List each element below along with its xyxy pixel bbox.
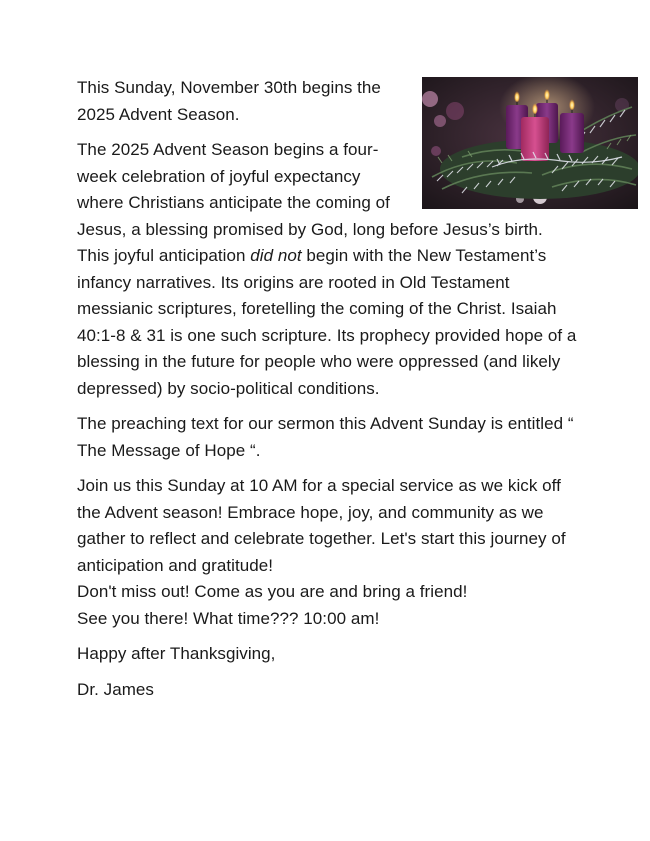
intro-paragraph: This Sunday, November 30th begins the 2025 Advent Season. — [77, 78, 381, 124]
sermon-paragraph: The preaching text for our sermon this Advent Sunday is entitled “ The Message of Hope “. — [77, 414, 574, 460]
letter-body — [77, 75, 577, 712]
advent-candles-photo — [422, 77, 638, 209]
invitation-line: Don't miss out! Come as you are and bring a friend! — [77, 582, 468, 601]
invitation-paragraph: Join us this Sunday at 10 AM for a special service as we kick off the Advent season! Embrace hope, joy, and community as we gather to reflect and celebrate together. Let's start this journey of anticipation and gratitude! — [77, 476, 566, 575]
closing-line: Happy after Thanksgiving, — [77, 644, 276, 663]
advent-text-start: The 2025 Advent Season begins a four-week celebration of joyful expectancy where Christians anticipate the coming of Jesus, a blessing promised by God, long before Jesus’s birth. This joyful anticipation — [77, 140, 543, 265]
advent-text-end: begin with the New Testament’s infancy narratives. Its origins are rooted in Old Testament messianic scriptures, foretelling the coming of the Christ. Isaiah 40:1-8 & 31 is one such scripture. Its prophecy provided hope of a blessing in the future for people who were oppressed (and likely depressed) by socio-political conditions. — [77, 246, 577, 398]
advent-emphasis: did not — [250, 246, 302, 265]
signature: Dr. James — [77, 679, 154, 699]
time-line: See you there! What time??? 10:00 am! — [77, 608, 380, 628]
